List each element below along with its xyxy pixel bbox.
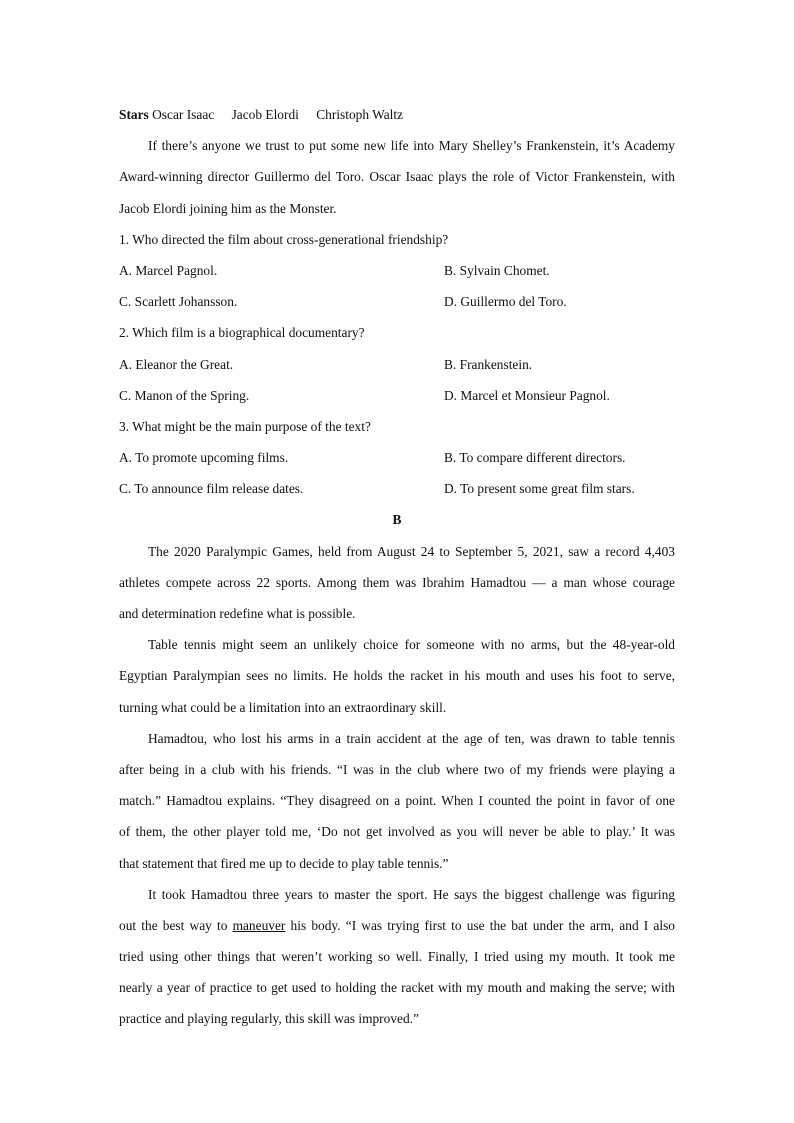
question-3 <box>119 411 675 505</box>
option-c: C. To announce film release dates. <box>119 481 304 497</box>
option-b: B. Frankenstein. <box>444 356 533 372</box>
question-stem: 2. Which film is a biographical documentary? <box>119 325 365 341</box>
paragraph-line <box>119 910 675 941</box>
paragraph-line: nearly a year of practice to get used to holding the racket with my mouth and making the serve; with <box>119 980 675 996</box>
option-b: B. To compare different directors. <box>444 450 626 466</box>
option-c: C. Scarlett Johansson. <box>119 294 238 310</box>
option-a: A. Marcel Pagnol. <box>119 262 218 278</box>
option-a: A. Eleanor the Great. <box>119 356 234 372</box>
question-stem: 3. What might be the main purpose of the text? <box>119 418 371 434</box>
paragraph-line: If there’s anyone we trust to put some new life into Mary Shelley’s Frankenstein, it’s Academy <box>148 138 675 154</box>
paragraph-line: It took Hamadtou three years to master the sport. He says the biggest challenge was figuring <box>148 886 675 902</box>
text-run: his body. “I was trying first to use the bat under the arm, and I also <box>285 917 675 933</box>
section-heading <box>119 504 675 535</box>
star-name: Christoph Waltz <box>316 107 404 122</box>
paragraph-line: and determination redefine what is possible. <box>119 606 356 621</box>
section-heading-text: B <box>392 512 402 528</box>
option-c: C. Manon of the Spring. <box>119 387 250 403</box>
section-b-paragraph-4 <box>119 879 675 1035</box>
section-b-paragraph-2 <box>119 629 675 723</box>
text-run: out the best way to <box>119 917 233 933</box>
paragraph-line: Jacob Elordi joining him as the Monster. <box>119 200 337 216</box>
star-name: Oscar Isaac <box>152 107 215 122</box>
paragraph-line: of them, the other player told me, ‘Do not get involved as you will never be able to play.’ It was <box>119 824 675 840</box>
stars-line <box>119 99 675 130</box>
paragraph-line: Hamadtou, who lost his arms in a train accident at the age of ten, was drawn to table tennis <box>148 730 675 746</box>
option-d: D. Marcel et Monsieur Pagnol. <box>444 387 610 403</box>
paragraph-line: The 2020 Paralympic Games, held from August 24 to September 5, 2021, saw a record 4,403 <box>148 543 675 559</box>
stars-label: Stars <box>119 107 149 122</box>
option-d: D. To present some great film stars. <box>444 481 635 497</box>
underlined-word: maneuver <box>232 917 286 933</box>
paragraph-line: that statement that fired me up to decide to play table tennis.” <box>119 855 449 871</box>
paragraph-line: athletes compete across 22 sports. Among them was Ibrahim Hamadtou — a man whose courage <box>119 574 675 590</box>
paragraph-line: Egyptian Paralympian sees no limits. He holds the racket in his mouth and uses his foot to serve, <box>119 668 675 684</box>
section-b-paragraph-1 <box>119 536 675 630</box>
option-a: A. To promote upcoming films. <box>119 450 289 466</box>
question-1 <box>119 224 675 318</box>
paragraph-line: tried using other things that weren’t working so well. Finally, I tried using my mouth. It took me <box>119 949 675 965</box>
paragraph-line: practice and playing regularly, this skill was improved.” <box>119 1011 419 1027</box>
option-b: B. Sylvain Chomet. <box>444 262 550 278</box>
document-page <box>119 99 675 1035</box>
paragraph-line: match.” Hamadtou explains. “They disagreed on a point. When I counted the point in favor of one <box>119 793 675 809</box>
paragraph-line: Award-winning director Guillermo del Toro. Oscar Isaac plays the role of Victor Frankenstein, with <box>119 169 675 185</box>
star-name: Jacob Elordi <box>231 107 299 122</box>
frankenstein-paragraph <box>119 130 675 224</box>
section-b-paragraph-3 <box>119 723 675 879</box>
question-2 <box>119 317 675 411</box>
question-stem: 1. Who directed the film about cross-generational friendship? <box>119 231 449 247</box>
option-d: D. Guillermo del Toro. <box>444 294 567 310</box>
paragraph-line: after being in a club with his friends. “I was in the club where two of my friends were playing a <box>119 761 675 777</box>
paragraph-line: Table tennis might seem an unlikely choice for someone with no arms, but the 48-year-old <box>148 637 675 653</box>
paragraph-line: turning what could be a limitation into an extraordinary skill. <box>119 699 447 715</box>
